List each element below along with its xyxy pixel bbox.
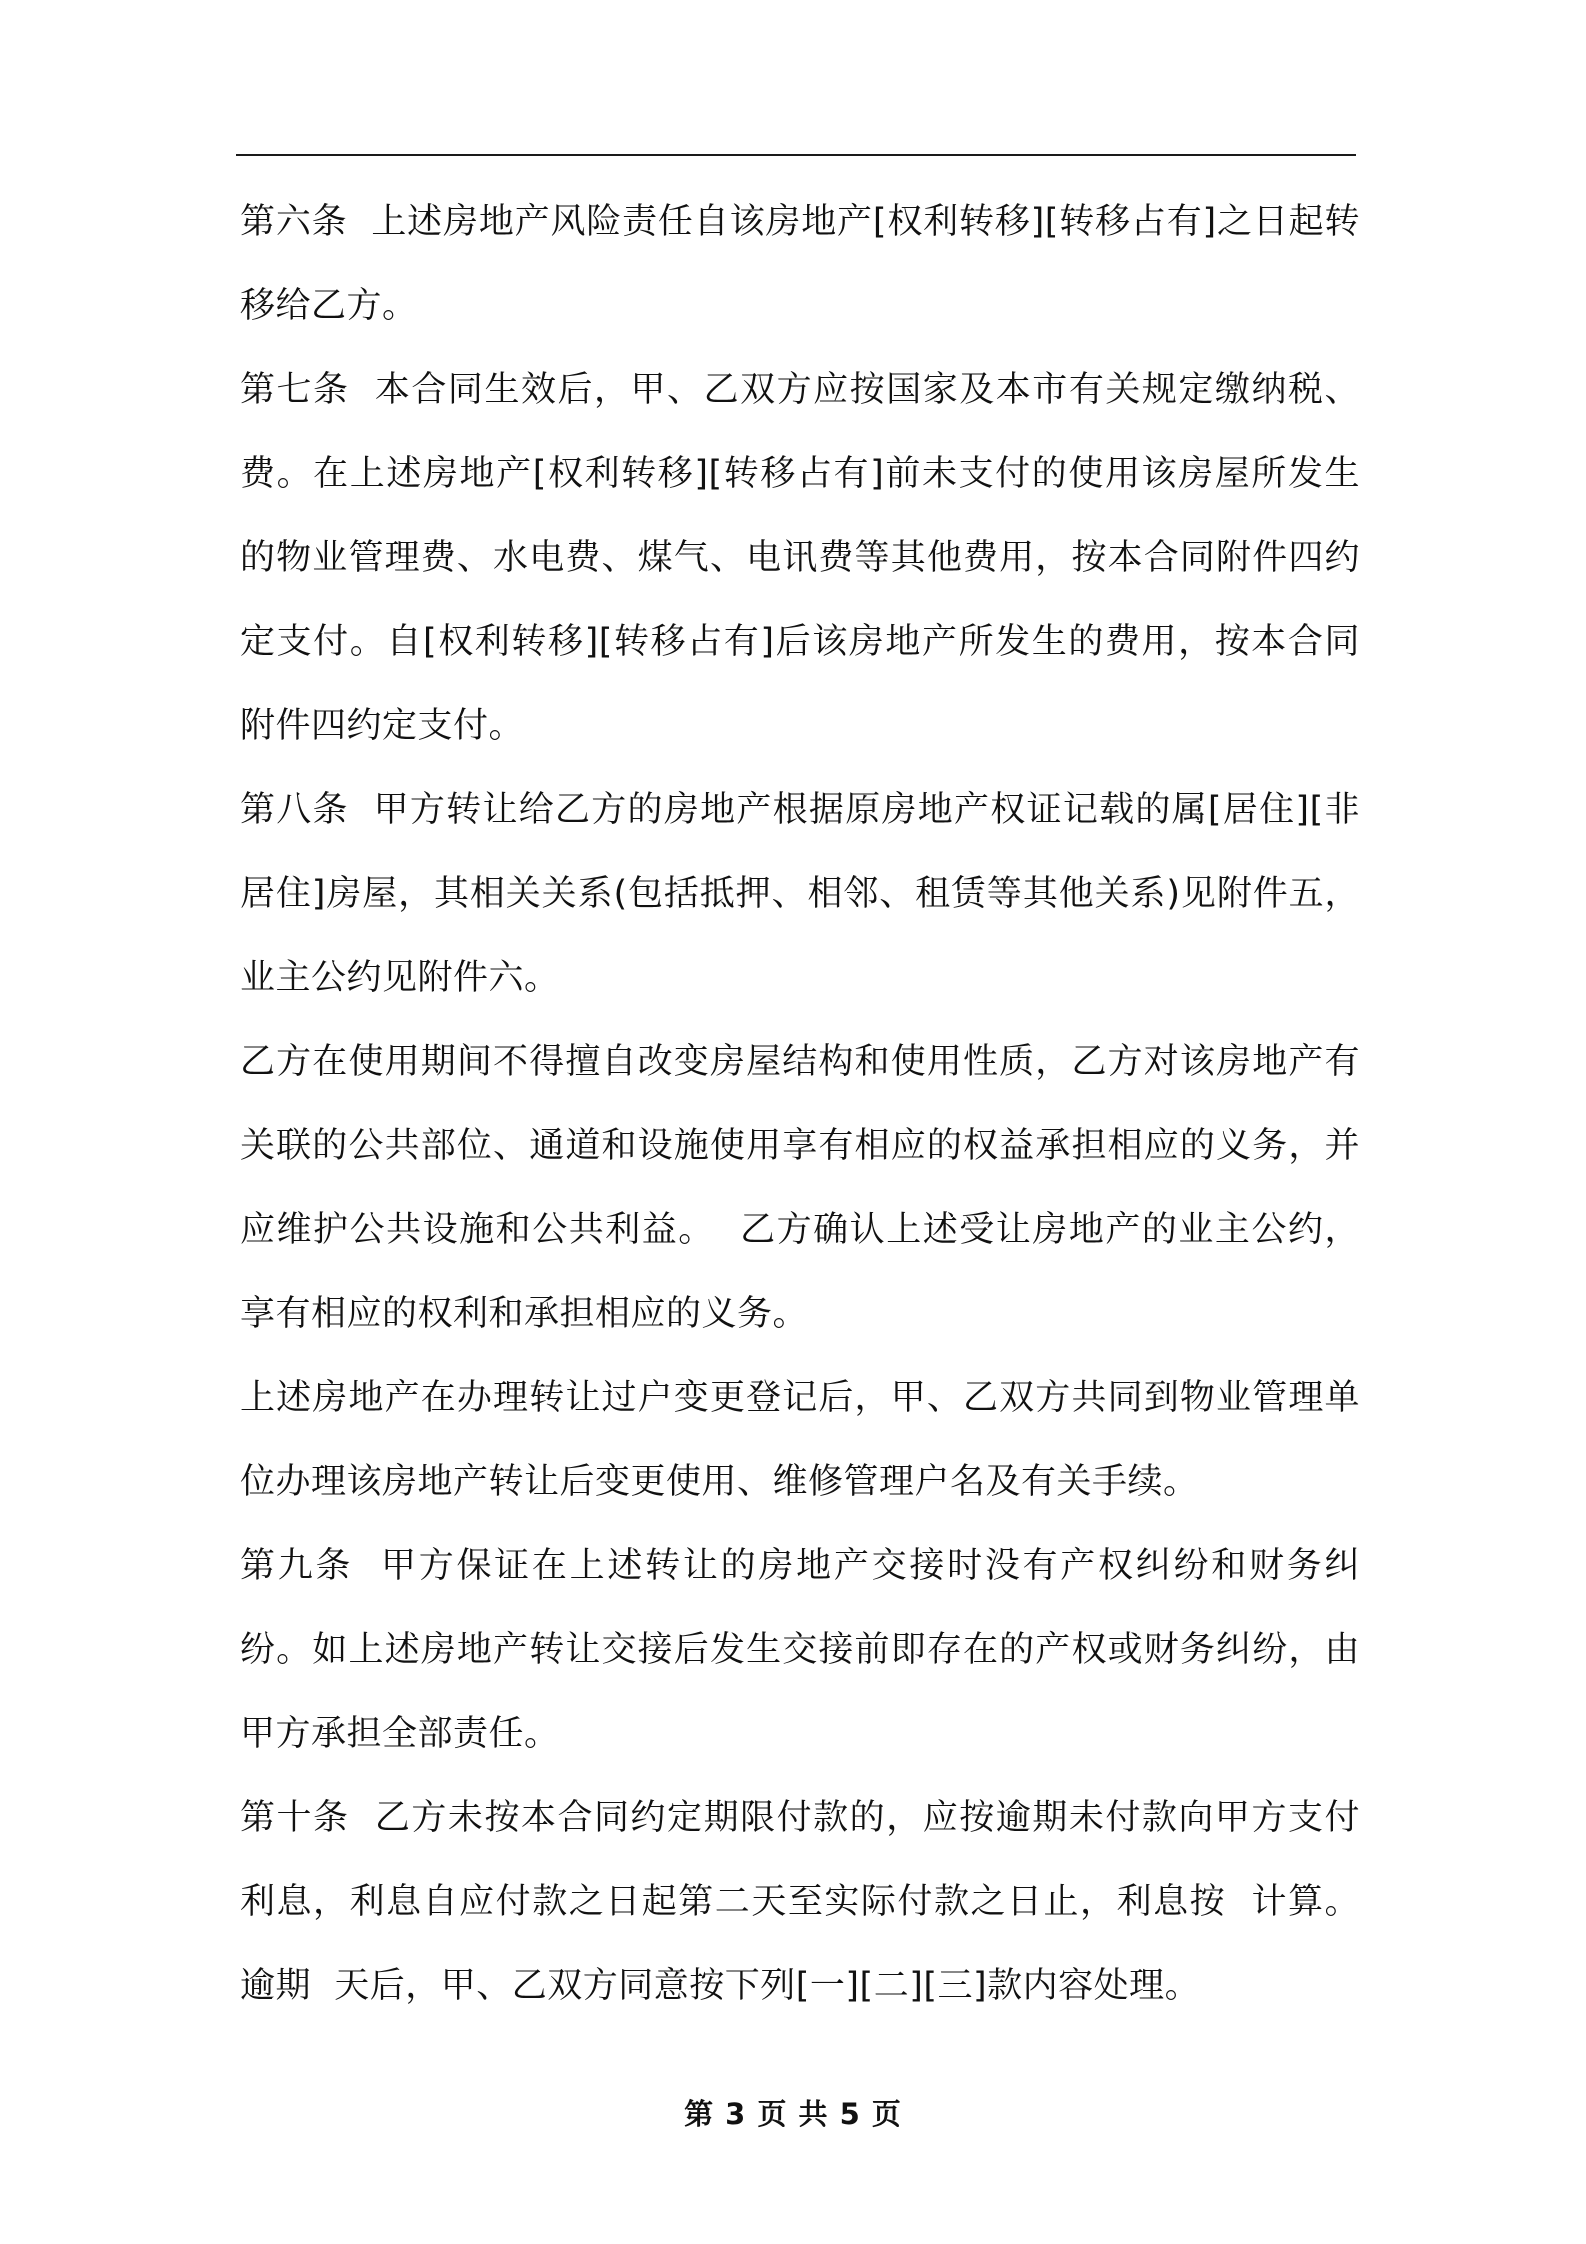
- page-number-footer: 第 3 页 共 5 页: [684, 2097, 902, 2131]
- property-management-paragraph: 上述房地产在办理转让过户变更登记后，甲、乙双方共同到物业管理单位办理该房地产转让后变更使用、维修管理户名及有关手续。: [240, 1378, 1360, 1502]
- buyer-obligations-paragraph: 乙方在使用期间不得擅自改变房屋结构和使用性质，乙方对该房地产有关联的公共部位、通道和设施使用享有相应的权益承担相应的义务，并应维护公共设施和公共利益。 乙方确认上述受让房地产的业主公约，享有相应的权利和承担相应的义务。: [240, 1042, 1360, 1334]
- clause-6-paragraph: 第六条 上述房地产风险责任自该房地产[权利转移][转移占有]之日起转移给乙方。: [240, 202, 1360, 326]
- header-divider: [236, 154, 1356, 156]
- clause-9-paragraph: 第九条 甲方保证在上述转让的房地产交接时没有产权纠纷和财务纠纷。如上述房地产转让交接后发生交接前即存在的产权或财务纠纷，由甲方承担全部责任。: [240, 1546, 1360, 1754]
- clause-8-paragraph: 第八条 甲方转让给乙方的房地产根据原房地产权证记载的属[居住][非居住]房屋，其相关关系(包括抵押、相邻、租赁等其他关系)见附件五，业主公约见附件六。: [240, 790, 1360, 998]
- contract-body: [240, 180, 1360, 2028]
- clause-7-paragraph: 第七条 本合同生效后，甲、乙双方应按国家及本市有关规定缴纳税、费。在上述房地产[权利转移][转移占有]前未支付的使用该房屋所发生的物业管理费、水电费、煤气、电讯费等其他费用，按本合同附件四约定支付。自[权利转移][转移占有]后该房地产所发生的费用，按本合同附件四约定支付。: [240, 370, 1360, 746]
- clause-10-paragraph: 第十条 乙方未按本合同约定期限付款的，应按逾期未付款向甲方支付利息，利息自应付款之日起第二天至实际付款之日止，利息按 计算。逾期 天后，甲、乙双方同意按下列[一][二][三]款内容处理。: [240, 1798, 1360, 2006]
